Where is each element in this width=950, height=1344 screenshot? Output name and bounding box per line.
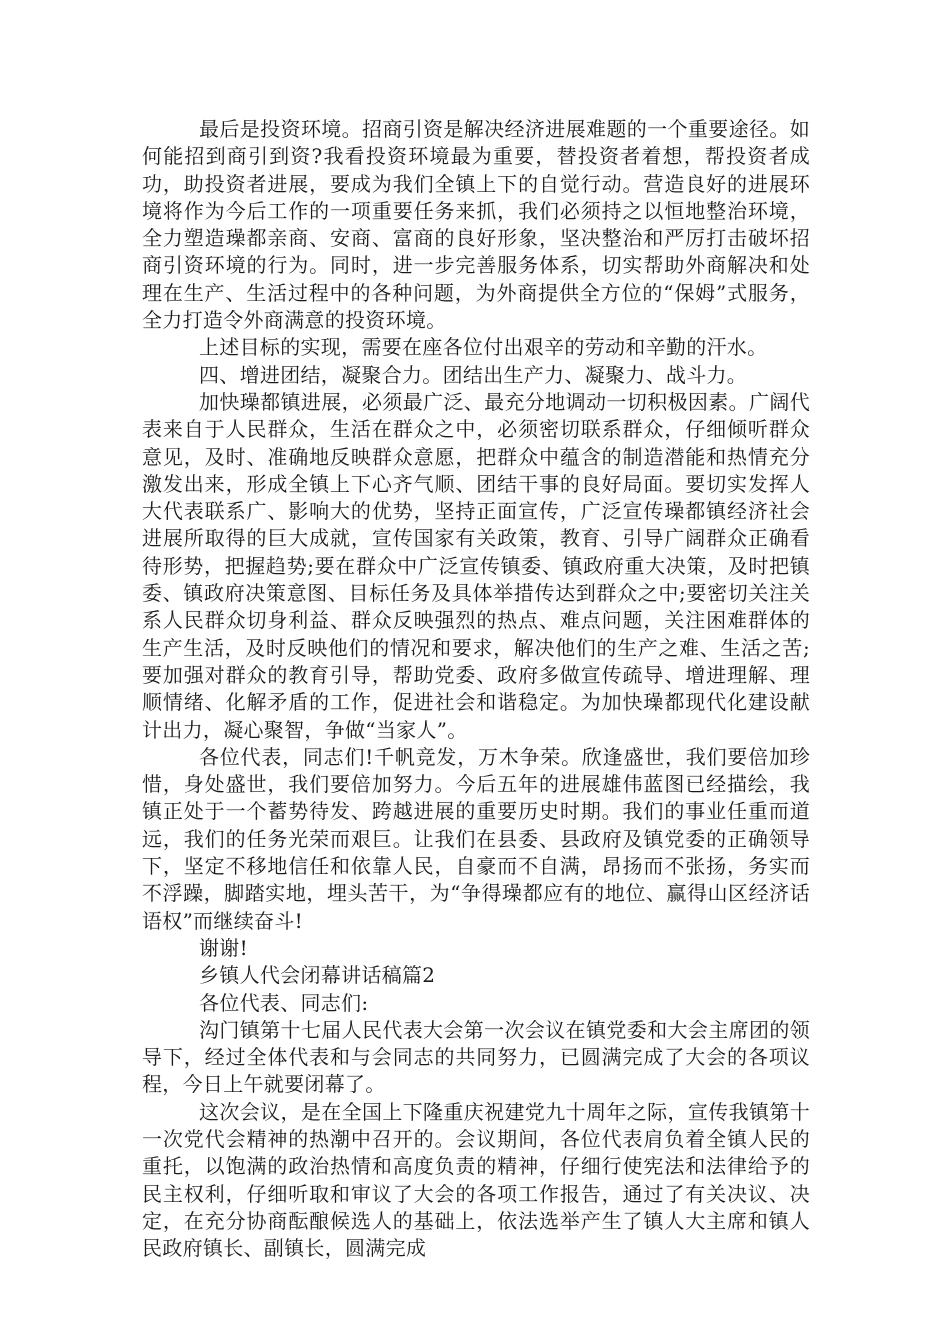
paragraph-meeting-intro: 沟门镇第十七届人民代表大会第一次会议在镇党委和大会主席团的领导下，经过全体代表和与会同志的共同努力，已圆满完成了大会的各项议程，今日上午就要闭幕了。 [142,1017,810,1097]
paragraph-mobilize-factors: 加快璪都镇进展，必须最广泛、最充分地调动一切积极因素。广阔代表来自于人民群众，生活在群众之中，必须密切联系群众，仔细倾听群众意见，及时、准确地反映群众意愿，把群众中蕴含的制造潜能和热情充分激发出来，形成全镇上下心齐气顺、团结干事的良好局面。要切实发挥人大代表联系广、影响大的优势，坚持正面宣传，广泛宣传璪都镇经济社会进展所取得的巨大成就，宣传国家有关政策，教育、引导广阔群众正确看待形势，把握趋势;要在群众中广泛宣传镇委、镇政府重大决策，及时把镇委、镇政府决策意图、目标任务及具体举措传达到群众之中;要密切关注关系人民群众切身利益、群众反映强烈的热点、难点问题，关注困难群体的生产生活，及时反映他们的情况和要求，解决他们的生产之难、生活之苦;要加强对群众的教育引导，帮助党委、政府多做宣传疏导、增进理解、理顺情绪、化解矛盾的工作，促进社会和谐稳定。为加快璪都现代化建设献计出力，凝心聚智，争做“当家人”。 [142,389,810,742]
paragraph-closing-appeal: 各位代表，同志们!千帆竞发，万木争荣。欣逢盛世，我们要倍加珍惜，身处盛世，我们要倍加努力。今后五年的进展雄伟蓝图已经描绘，我镇正处于一个蓄势待发、跨越进展的重要历史时期。我们的事业任重而道远，我们的任务光荣而艰巨。让我们在县委、县政府及镇党委的正确领导下，坚定不移地信任和依靠人民，自豪而不自满，昂扬而不张扬，务实而不浮躁，脚踏实地，埋头苦干，为“争得璪都应有的地位、赢得山区经济话语权”而继续奋斗! [142,744,810,933]
paragraph-goal-realization: 上述目标的实现，需要在座各位付出艰辛的劳动和辛勤的汗水。 [199,335,768,360]
paragraph-investment-environment: 最后是投资环境。招商引资是解决经济进展难题的一个重要途径。如何能招到商引到资?我看投资环境最为重要，替投资者着想，帮投资者成功，助投资者进展，要成为我们全镇上下的自觉行动。营造良好的进展环境将作为今后工作的一项重要任务来抓，我们必须持之以恒地整治环境，全力塑造璪都亲商、安商、富商的良好形象，坚决整治和严厉打击破坏招商引资环境的行为。同时，进一步完善服务体系，切实帮助外商解决和处理在生产、生活过程中的各种问题，为外商提供全方位的“保姆”式服务，全力打造令外商满意的投资环境。 [142,117,810,333]
section-title: 乡镇人代会闭幕讲话稿篇2 [199,963,436,988]
paragraph-meeting-review: 这次会议，是在全国上下隆重庆祝建党九十周年之际，宣传我镇第十一次党代会精神的热潮中召开的。会议期间，各位代表肩负着全镇人民的重托，以饱满的政治热情和高度负责的精神，仔细行使宪法和法律给予的民主权利，仔细听取和审议了大会的各项工作报告，通过了有关决议、决定，在充分协商酝酿候选人的基础上，依法选举产生了镇人大主席和镇人民政府镇长、副镇长，圆满完成 [142,1099,810,1261]
paragraph-salutation: 各位代表、同志们: [199,990,369,1015]
document-page [142,116,810,1262]
paragraph-unity-heading: 四、增进团结，凝聚合力。团结出生产力、凝聚力、战斗力。 [199,362,748,387]
paragraph-thanks: 谢谢! [199,935,248,960]
